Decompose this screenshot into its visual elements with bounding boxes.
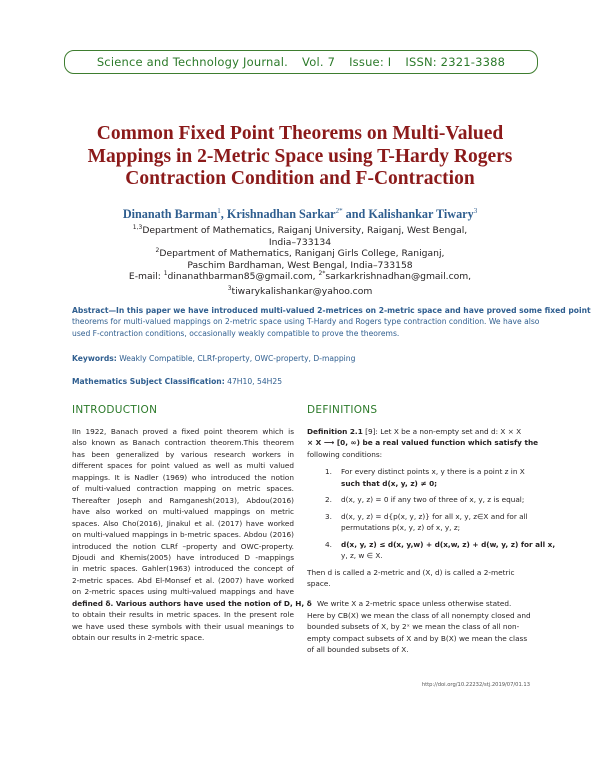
definitions-paragraph: We write X a 2-metric space unless otherwise stated. (317, 599, 512, 609)
condition-list (325, 466, 556, 561)
author-sup: 1 (217, 207, 221, 215)
condition-text: permutations p(x, y, z) of x, y, z; (341, 523, 461, 533)
definition-text: [9]: Let X be a non-empty set and d: X × X (362, 427, 522, 436)
author-sup: 2* (335, 207, 343, 215)
definition-text: × X ⟶ [0, ∞) be a real valued function which satisfy the (307, 438, 539, 448)
introduction-line: on multi-valued mappings in b-metric spaces. Abdou (2016) (72, 530, 294, 540)
affil-text: Paschim Bardhaman, West Bengal, India–733158 (187, 259, 413, 271)
journal-issue: Issue: I (349, 55, 392, 69)
introduction-line: defined δ. Various authors have used the notion of D, H, δ (72, 598, 312, 608)
introduction-line: also known as Banach contraction theorem.This theorem (72, 438, 294, 448)
condition-text: such that d(x, y, z) ≠ 0; (341, 478, 438, 488)
condition-text: d(x, y, z) = d{p(x, y, z)} for all x, y, z∈X and for all (341, 511, 528, 521)
affil-sup: 1,3 (132, 224, 143, 231)
journal-volume: Vol. 7 (302, 55, 336, 69)
definition-conclusion: Then d is called a 2-metric and (X, d) is called a 2-metric (307, 567, 515, 577)
section-heading-definitions: DEFINITIONS (307, 404, 378, 416)
introduction-line: mappings. It is Nadler (1969) who introduced the notion (72, 472, 294, 482)
paper-title (60, 123, 540, 191)
introduction-line: on 2-metric spaces using multi-valued mappings and have (72, 587, 294, 597)
introduction-line: has been generalized by various research workers in (72, 449, 294, 459)
author-name: Krishnadhan Sarkar (226, 207, 336, 222)
definitions-paragraph: of all bounded subsets of X. (307, 645, 409, 655)
condition-number: 2. (325, 495, 332, 505)
introduction-line: Thereafter Joseph and Ramganesh(2013), Abdou(2016) (72, 495, 294, 505)
email-sup: 1 (163, 270, 168, 277)
condition-text: y, z, w ∈ X. (341, 551, 383, 561)
introduction-line: Djoudi and Khemis(2005) have introduced D -mappings (72, 552, 294, 562)
email-link[interactable]: sarkarkrishnadhan@gmail.com, (325, 271, 472, 283)
journal-header-bar (64, 50, 538, 74)
email-block (60, 268, 540, 297)
introduction-line: we have used these symbols with their usual meanings to (72, 621, 294, 631)
definitions-paragraph: bounded subsets of X, by 2ˣ we mean the class of all non- (307, 622, 520, 632)
condition-item (325, 511, 531, 534)
introduction-line: in metric spaces. Gahler(1963) introduced the concept of (72, 564, 294, 574)
introduction-line: obtain our results in 2-metric space. (72, 633, 205, 643)
author-name: Dinanath Barman (122, 207, 218, 222)
title-line: Mappings in 2-Metric Space using T-Hardy Rogers (87, 145, 513, 167)
condition-item (325, 466, 531, 489)
condition-item (325, 539, 556, 562)
definition-conclusion: space. (307, 578, 331, 588)
affil-text: Department of Mathematics, Raniganj Girls College, Raniganj, (159, 248, 445, 260)
author-name: Kalishankar Tiwary (368, 207, 474, 222)
introduction-line: IIn 1922, Banach proved a fixed point theorem which is (72, 427, 294, 436)
definition-text: following conditions: (307, 449, 383, 459)
journal-name: Science and Technology Journal. (96, 55, 289, 69)
abstract-line: used F-contraction conditions, occasionally weakly compatible to prove the theorems. (72, 328, 400, 338)
keywords (72, 354, 530, 363)
introduction-line: introduced the notion CLRf –property and OWC-property. (72, 541, 294, 551)
author-sup: 3 (473, 207, 478, 215)
definition-label: Definition 2.1 (307, 427, 363, 436)
introduction-line: different spaces for point valued as well as multi valued (72, 461, 294, 471)
condition-number: 3. (325, 511, 332, 521)
affil-text: Department of Mathematics, Raiganj University, Raiganj, West Bengal, (142, 225, 468, 237)
msc-label: Mathematics Subject Classification: (72, 377, 225, 386)
keywords-label: Keywords: (72, 354, 117, 363)
author-and: and (345, 207, 366, 222)
subject-classification (72, 377, 530, 386)
affil-text: India–733134 (268, 236, 332, 248)
definitions-paragraph: empty compact subsets of X and by B(X) we mean the class (307, 633, 528, 643)
introduction-line: have also worked on multi-valued mappings on metric (72, 507, 294, 517)
section-heading-introduction: INTRODUCTION (72, 404, 158, 416)
condition-text: For every distinct points x, y there is a point z in X (341, 467, 525, 477)
email-sup: 2* (318, 270, 326, 277)
introduction-line: 2-metric spaces. Abd El-Monsef et al. (2007) have worked (72, 575, 294, 585)
abstract (72, 305, 591, 339)
title-line: Common Fixed Point Theorems on Multi-Valued (96, 123, 504, 144)
introduction-line: of multi-valued contraction mapping on metric spaces. (72, 484, 294, 494)
author-list: Dinanath Barman$^1$, Krishnadhan Sarkar$^{2*}$ and Kalishankar Tiwary$^3$ (122, 207, 478, 222)
definitions-body (307, 426, 556, 656)
abstract-line: theorems for multi-valued mappings on 2-metric space using T-Hardy and Rogers type contraction condition. We have also (72, 317, 540, 327)
introduction-body (72, 426, 312, 644)
condition-item (325, 494, 531, 505)
email-label: E-mail: (128, 271, 164, 283)
email-sup: 3 (227, 284, 232, 292)
introduction-line: to obtain their results in metric spaces. In the present role (72, 610, 294, 620)
introduction-line: spaces. Also Cho(2016), Jinakul et al. (2017) have worked (72, 518, 294, 528)
email-link[interactable]: dinanathbarman85@gmail.com, (167, 271, 319, 283)
condition-text: d(x, y, z) ≤ d(x, y,w) + d(x,w, z) + d(w, y, z) for all x, (341, 539, 556, 549)
affil-sup: 2 (155, 247, 160, 254)
title-line: Contraction Condition and F-Contraction (125, 168, 475, 189)
email-link[interactable]: tiwarykalishankar@yahoo.com (231, 285, 373, 297)
definitions-paragraph: Here by CB(X) we mean the class of all nonempty closed and (307, 610, 531, 620)
abstract-lead: Abstract—In this paper we have introduced multi-valued 2-metrices on 2-metric space and have proved some fixed point (72, 306, 591, 315)
msc-text: 47H10, 54H25 (224, 377, 283, 386)
condition-text: d(x, y, z) = 0 if any two of three of x, y, z is equal; (341, 495, 525, 505)
condition-number: 1. (325, 467, 332, 477)
journal-issn: ISSN: 2321-3388 (405, 55, 506, 69)
doi-link[interactable]: http://doi.org/10.22232/stj.2019/07/01.13 (421, 682, 530, 688)
condition-number: 4. (325, 539, 332, 549)
keywords-text: Weakly Compatible, CLRf-property, OWC-property, D-mapping (116, 354, 356, 363)
